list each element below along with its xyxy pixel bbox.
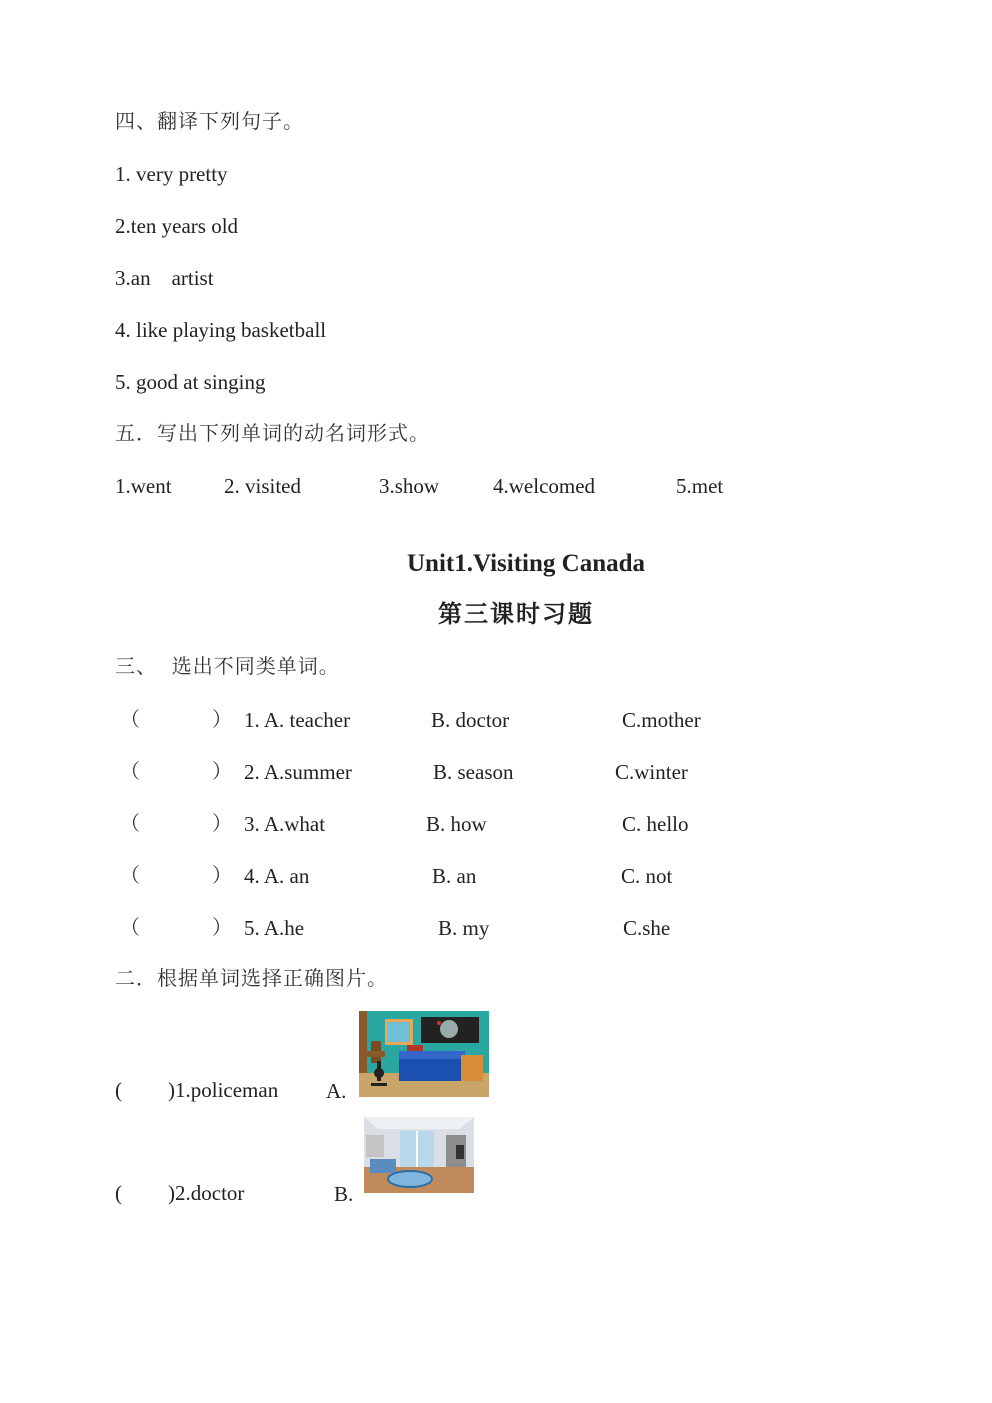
answer-open-paren: （ <box>120 759 141 783</box>
section4-item-2: 2.ten years old <box>115 214 239 238</box>
lesson-title: 第三课时习题 <box>438 600 594 628</box>
option-b: B. how <box>426 812 487 836</box>
answer-open-paren: （ <box>120 811 141 835</box>
option-b: B. season <box>433 760 514 784</box>
option-c: C.winter <box>615 760 688 784</box>
option-b: B. doctor <box>431 708 510 732</box>
answer-close-paren: ） <box>212 915 233 939</box>
section5-word-4: 4.welcomed <box>493 474 596 498</box>
option-a: 3. A.what <box>244 812 326 836</box>
section4-item-3: 3.an artist <box>115 266 214 290</box>
section5-word-3: 3.show <box>379 474 440 498</box>
section2-heading: 二．根据单词选择正确图片。 <box>115 966 388 990</box>
section4-item-4: 4. like playing basketball <box>115 318 327 342</box>
section3-heading: 三、 选出不同类单词。 <box>115 654 340 678</box>
option-b-label: B. <box>334 1182 354 1206</box>
answer-close-paren: ） <box>212 707 233 731</box>
section4-item-5: 5. good at singing <box>115 370 266 394</box>
answer-open-paren: ( <box>115 1078 122 1102</box>
section5-heading: 五．写出下列单词的动名词形式。 <box>115 421 430 445</box>
option-a: 5. A.he <box>244 916 305 940</box>
section5-word-1: 1.went <box>115 474 172 498</box>
bedroom-picture <box>359 1011 489 1097</box>
section4-item-1: 1. very pretty <box>115 162 228 186</box>
option-c: C.mother <box>622 708 701 732</box>
option-a-label: A. <box>326 1079 347 1103</box>
option-b: B. my <box>438 916 490 940</box>
section4-heading: 四、翻译下列句子。 <box>115 109 304 133</box>
answer-close-paren: ） <box>212 863 233 887</box>
option-b: B. an <box>432 864 477 888</box>
answer-open-paren: （ <box>120 707 141 731</box>
answer-open-paren: ( <box>115 1181 122 1205</box>
option-c: C. not <box>621 864 673 888</box>
word-doctor: )2.doctor <box>168 1181 245 1205</box>
option-a: 4. A. an <box>244 864 310 888</box>
answer-close-paren: ） <box>212 759 233 783</box>
living-room-picture <box>364 1117 474 1193</box>
option-c: C.she <box>623 916 671 940</box>
option-a: 1. A. teacher <box>244 708 351 732</box>
section5-word-5: 5.met <box>676 474 724 498</box>
option-a: 2. A.summer <box>244 760 352 784</box>
unit-title: Unit1.Visiting Canada <box>406 550 645 577</box>
answer-open-paren: （ <box>120 863 141 887</box>
answer-close-paren: ） <box>212 811 233 835</box>
option-c: C. hello <box>622 812 689 836</box>
answer-open-paren: （ <box>120 915 141 939</box>
word-policeman: )1.policeman <box>168 1078 279 1102</box>
section5-word-2: 2. visited <box>224 474 301 498</box>
